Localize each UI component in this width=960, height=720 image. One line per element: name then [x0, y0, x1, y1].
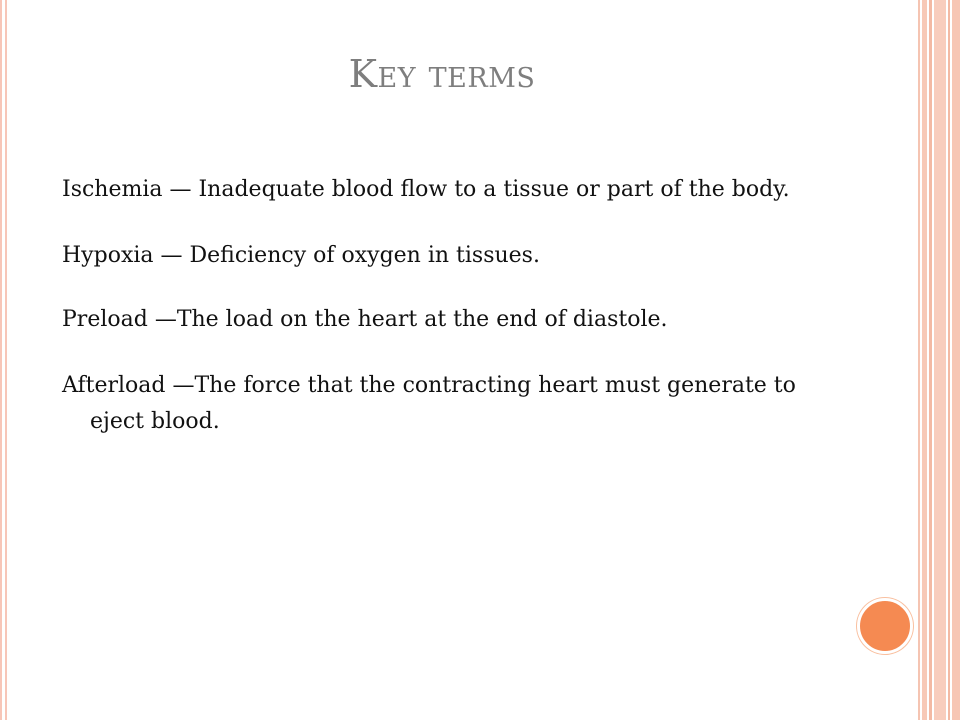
- stripe: [948, 0, 950, 720]
- stripe: [952, 0, 960, 720]
- term-ischemia: Ischemia — Inadequate blood flow to a tissue or part of the body.: [62, 177, 790, 202]
- stripe: [918, 0, 920, 720]
- term-afterload: Afterload —The force that the contracting heart must generate to eject blood.: [62, 373, 796, 434]
- stripe: [922, 0, 927, 720]
- right-stripe-decoration: [918, 0, 960, 720]
- slide-title: Key terms: [348, 52, 536, 96]
- stripe: [929, 0, 932, 720]
- key-terms-list: [62, 172, 802, 470]
- stripe: [934, 0, 946, 720]
- orange-circle-decoration: [857, 598, 913, 654]
- term-hypoxia: Hypoxia — Deficiency of oxygen in tissues.: [62, 243, 540, 268]
- term-preload: Preload —The load on the heart at the end of diastole.: [62, 307, 668, 332]
- left-border-decoration: [0, 0, 7, 720]
